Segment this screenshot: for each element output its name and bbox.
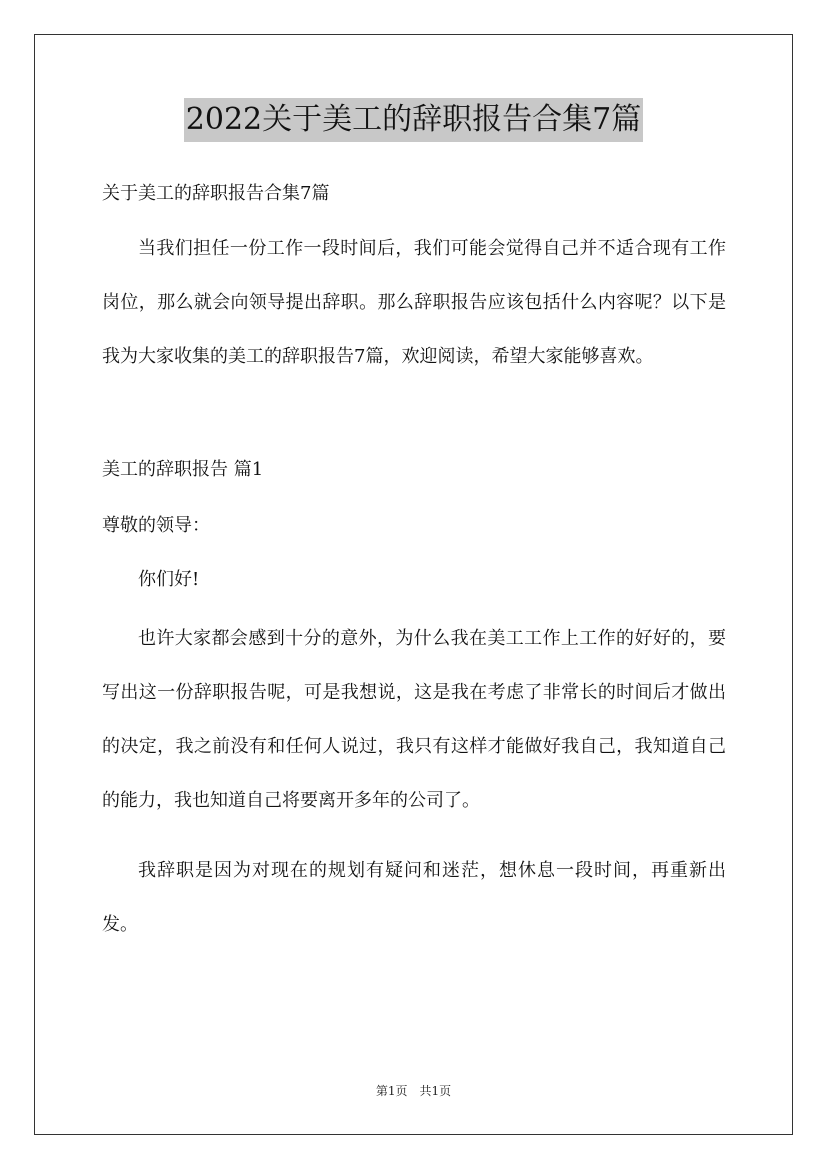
page-number: 第1页: [375, 1084, 408, 1098]
page-footer: [0, 1082, 827, 1099]
spacer: [102, 384, 726, 448]
salutation: 尊敬的领导：: [102, 515, 210, 536]
document-subtitle: 关于美工的辞职报告合集7篇: [102, 183, 330, 204]
section-heading: 美工的辞职报告 篇1: [102, 459, 264, 480]
document-title: 2022关于美工的辞职报告合集7篇: [184, 98, 643, 142]
greeting: 你们好!: [138, 569, 200, 590]
page-total: 共1页: [419, 1084, 452, 1098]
title-container: [0, 98, 827, 142]
intro-paragraph: 当我们担任一份工作一段时间后，我们可能会觉得自己并不适合现有工作岗位，那么就会向领导提出辞职。那么辞职报告应该包括什么内容呢？以下是我为大家收集的美工的辞职报告7篇，欢迎阅读，希望大家能够喜欢。: [102, 238, 726, 367]
body-paragraph-1: 也许大家都会感到十分的意外，为什么我在美工工作上工作的好好的，要写出这一份辞职报告呢，可是我想说，这是我在考虑了非常长的时间后才做出的决定，我之前没有和任何人说过，我只有这样才能做好我自己，我知道自己的能力，我也知道自己将要离开多年的公司了。: [102, 628, 726, 811]
document-body: [102, 172, 726, 952]
body-paragraph-2: 我辞职是因为对现在的规划有疑问和迷茫，想休息一段时间，再重新出发。: [102, 860, 726, 935]
